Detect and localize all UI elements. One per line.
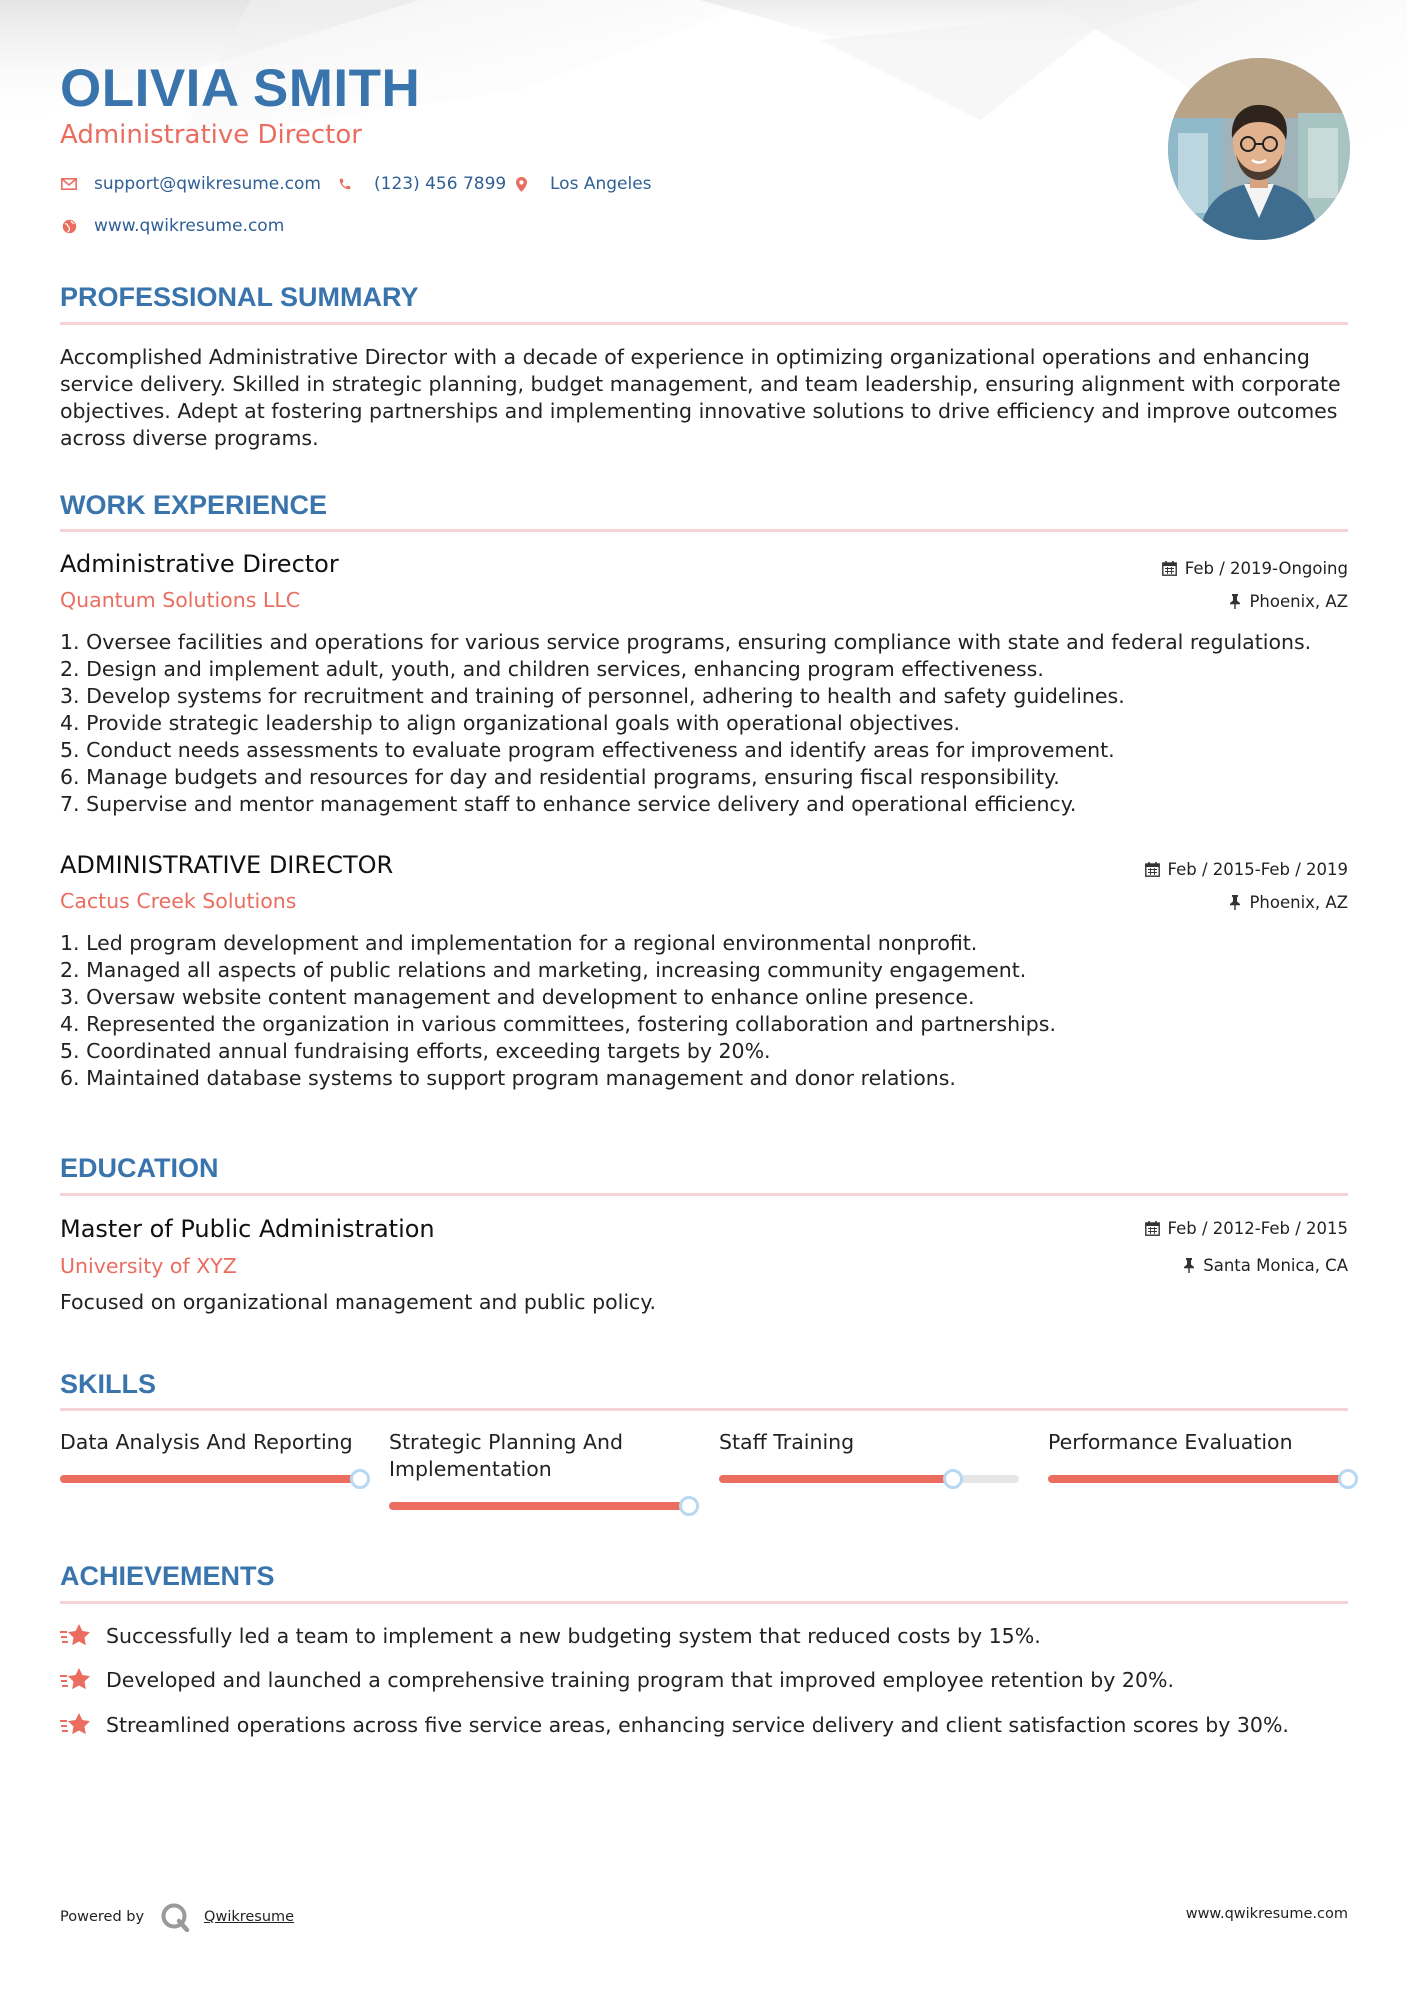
pushpin-icon xyxy=(1229,895,1241,910)
skill-item xyxy=(60,1429,360,1456)
list-item: 1. Oversee facilities and operations for various service programs, ensuring compliance with state and federal regulations. xyxy=(60,630,1312,654)
globe-icon xyxy=(60,217,78,235)
qwikresume-link[interactable]: Qwikresume xyxy=(204,1909,295,1925)
footer-powered-by xyxy=(60,1902,294,1932)
candidate-name: OLIVIA SMITH xyxy=(60,59,421,118)
list-item: 6. Manage budgets and resources for day and residential programs, ensuring fiscal responsibility. xyxy=(60,765,1060,789)
contact-website[interactable] xyxy=(60,216,284,236)
email-text: support@qwikresume.com xyxy=(94,174,321,194)
list-item: 3. Develop systems for recruitment and training of personnel, adhering to health and safety guidelines. xyxy=(60,684,1125,708)
skill-bar xyxy=(60,1475,360,1483)
skill-name: Data Analysis And Reporting xyxy=(60,1430,353,1454)
skill-name: Staff Training xyxy=(719,1430,855,1454)
profile-photo xyxy=(1168,58,1350,240)
skill-bar-fill xyxy=(389,1502,689,1510)
list-item: 5. Coordinated annual fundraising efforts, exceeding targets by 20%. xyxy=(60,1039,771,1063)
skill-name: Performance Evaluation xyxy=(1048,1430,1293,1454)
contact-email[interactable] xyxy=(60,174,321,194)
skill-bar-fill xyxy=(719,1475,953,1483)
skill-bar-knob xyxy=(943,1469,963,1489)
achievement-item xyxy=(60,1667,1174,1693)
envelope-icon xyxy=(60,175,78,193)
qwikresume-logo-icon xyxy=(160,1902,190,1932)
skill-bar xyxy=(389,1502,689,1510)
job-title: ADMINISTRATIVE DIRECTOR xyxy=(60,851,394,879)
job-dates: Feb / 2015-Feb / 2019 xyxy=(1145,860,1348,879)
calendar-icon xyxy=(1162,561,1177,576)
pushpin-icon xyxy=(1229,594,1241,609)
contact-phone[interactable] xyxy=(336,174,506,194)
section-title-experience: WORK EXPERIENCE xyxy=(60,490,328,520)
job-dates: Feb / 2019-Ongoing xyxy=(1162,559,1348,578)
job-title: Administrative Director xyxy=(60,550,339,578)
section-title-skills: SKILLS xyxy=(60,1369,157,1399)
website-text: www.qwikresume.com xyxy=(94,216,285,236)
skill-item xyxy=(719,1429,1019,1456)
skill-bar-knob xyxy=(679,1496,699,1516)
section-divider xyxy=(60,1601,1348,1604)
calendar-icon xyxy=(1145,862,1160,877)
candidate-role: Administrative Director xyxy=(60,120,362,150)
section-divider xyxy=(60,1408,1348,1411)
skill-bar-fill xyxy=(60,1475,360,1483)
pushpin-icon xyxy=(1183,1258,1195,1273)
powered-by-label: Powered by xyxy=(60,1909,145,1925)
list-item: 2. Design and implement adult, youth, and children services, enhancing program effectiveness. xyxy=(60,657,1044,681)
list-item: 2. Managed all aspects of public relations and marketing, increasing community engagement. xyxy=(60,958,1027,982)
map-pin-icon xyxy=(512,175,530,193)
skill-bar-knob xyxy=(1338,1469,1358,1489)
school-name: University of XYZ xyxy=(60,1254,237,1278)
skill-item xyxy=(389,1429,689,1483)
job-location: Phoenix, AZ xyxy=(1229,893,1348,912)
skill-bar-fill xyxy=(1048,1475,1348,1483)
phone-text: (123) 456 7899 xyxy=(374,174,507,194)
list-item: 4. Represented the organization in various committees, fostering collaboration and partnerships. xyxy=(60,1012,1057,1036)
list-item: 6. Maintained database systems to support program management and donor relations. xyxy=(60,1066,956,1090)
job-responsibilities xyxy=(60,930,1360,1092)
location-text: Los Angeles xyxy=(550,174,652,194)
skill-bar xyxy=(1048,1475,1348,1483)
section-divider xyxy=(60,529,1348,532)
job-responsibilities xyxy=(60,629,1360,818)
star-icon xyxy=(60,1712,92,1738)
skill-bar-knob xyxy=(350,1469,370,1489)
achievement-item xyxy=(60,1712,1289,1738)
list-item: 1. Led program development and implementation for a regional environmental nonprofit. xyxy=(60,931,978,955)
company-name: Quantum Solutions LLC xyxy=(60,588,301,612)
achievement-text: Streamlined operations across five service areas, enhancing service delivery and client satisfaction scores by 30%. xyxy=(106,1713,1289,1737)
job-location: Phoenix, AZ xyxy=(1229,592,1348,611)
achievement-text: Developed and launched a comprehensive training program that improved employee retention by 20%. xyxy=(106,1668,1175,1692)
section-divider xyxy=(60,1193,1348,1196)
education-description: Focused on organizational management and public policy. xyxy=(60,1290,657,1314)
company-name: Cactus Creek Solutions xyxy=(60,889,297,913)
section-title-achievements: ACHIEVEMENTS xyxy=(60,1561,275,1591)
skill-name: Strategic Planning And Implementation xyxy=(389,1430,624,1481)
achievement-item xyxy=(60,1623,1041,1649)
section-title-summary: PROFESSIONAL SUMMARY xyxy=(60,282,419,312)
list-item: 3. Oversaw website content management and development to enhance online presence. xyxy=(60,985,975,1009)
degree-title: Master of Public Administration xyxy=(60,1215,435,1243)
list-item: 4. Provide strategic leadership to align organizational goals with operational objectives. xyxy=(60,711,961,735)
list-item: 5. Conduct needs assessments to evaluate program effectiveness and identify areas for improvement. xyxy=(60,738,1115,762)
star-icon xyxy=(60,1667,92,1693)
skill-item xyxy=(1048,1429,1348,1456)
achievement-text: Successfully led a team to implement a new budgeting system that reduced costs by 15%. xyxy=(106,1624,1041,1648)
calendar-icon xyxy=(1145,1221,1160,1236)
section-title-education: EDUCATION xyxy=(60,1153,219,1183)
list-item: 7. Supervise and mentor management staff to enhance service delivery and operational efficiency. xyxy=(60,792,1077,816)
education-location: Santa Monica, CA xyxy=(1183,1256,1348,1275)
summary-text: Accomplished Administrative Director with a decade of experience in optimizing organizational operations and enhancing service delivery. Skilled in strategic planning, budget management, and team leadership, ensuring alignment with corporate objectives. Adept at fostering partnerships and implementing innovative solutions to drive efficiency and improve outcomes across diverse programs. xyxy=(60,345,1341,450)
education-dates: Feb / 2012-Feb / 2015 xyxy=(1145,1219,1348,1238)
contact-location xyxy=(512,174,652,194)
footer-website[interactable]: www.qwikresume.com xyxy=(1185,1906,1348,1922)
skill-bar xyxy=(719,1475,1019,1483)
phone-icon xyxy=(336,175,354,193)
section-divider xyxy=(60,322,1348,325)
star-icon xyxy=(60,1623,92,1649)
